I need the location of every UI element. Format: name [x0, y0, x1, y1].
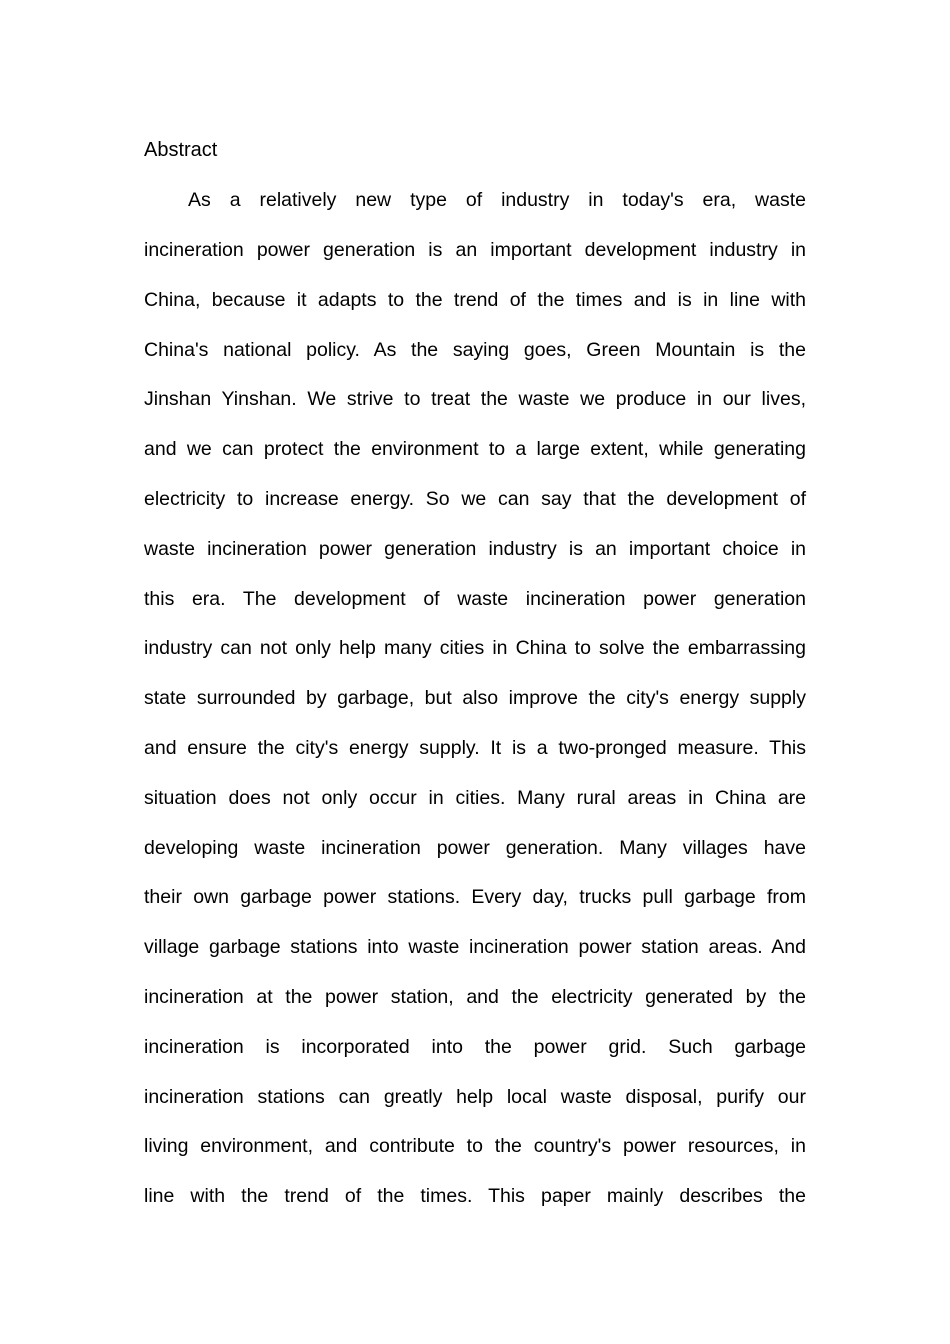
paragraph-line: incineration power generation is an important development industry in [144, 239, 806, 261]
paragraph-line: and ensure the city's energy supply. It is a two-pronged measure. This [144, 737, 806, 759]
paragraph-line: and we can protect the environment to a large extent, while generating [144, 438, 806, 460]
paragraph-line: line with the trend of the times. This paper mainly describes the [144, 1185, 806, 1207]
paragraph-line: living environment, and contribute to the country's power resources, in [144, 1135, 806, 1157]
paragraph-line: incineration is incorporated into the power grid. Such garbage [144, 1036, 806, 1058]
paragraph-line: As a relatively new type of industry in today's era, waste [188, 189, 806, 211]
paragraph-line: industry can not only help many cities in China to solve the embarrassing [144, 637, 806, 659]
paragraph-line: incineration at the power station, and the electricity generated by the [144, 986, 806, 1008]
paragraph-line: Jinshan Yinshan. We strive to treat the waste we produce in our lives, [144, 388, 806, 410]
paragraph-line: this era. The development of waste incineration power generation [144, 588, 806, 610]
abstract-heading: Abstract [144, 139, 218, 161]
paragraph-line: their own garbage power stations. Every day, trucks pull garbage from [144, 886, 806, 908]
paragraph-line: situation does not only occur in cities. Many rural areas in China are [144, 787, 806, 809]
paragraph-line: incineration stations can greatly help local waste disposal, purify our [144, 1086, 806, 1108]
paragraph-line: waste incineration power generation industry is an important choice in [144, 538, 806, 560]
paragraph-line: village garbage stations into waste incineration power station areas. And [144, 936, 806, 958]
paragraph-line: China, because it adapts to the trend of the times and is in line with [144, 289, 806, 311]
paragraph-line: developing waste incineration power generation. Many villages have [144, 837, 806, 859]
paragraph-line: electricity to increase energy. So we can say that the development of [144, 488, 806, 510]
paragraph-line: China's national policy. As the saying goes, Green Mountain is the [144, 339, 806, 361]
paragraph-line: state surrounded by garbage, but also improve the city's energy supply [144, 687, 806, 709]
